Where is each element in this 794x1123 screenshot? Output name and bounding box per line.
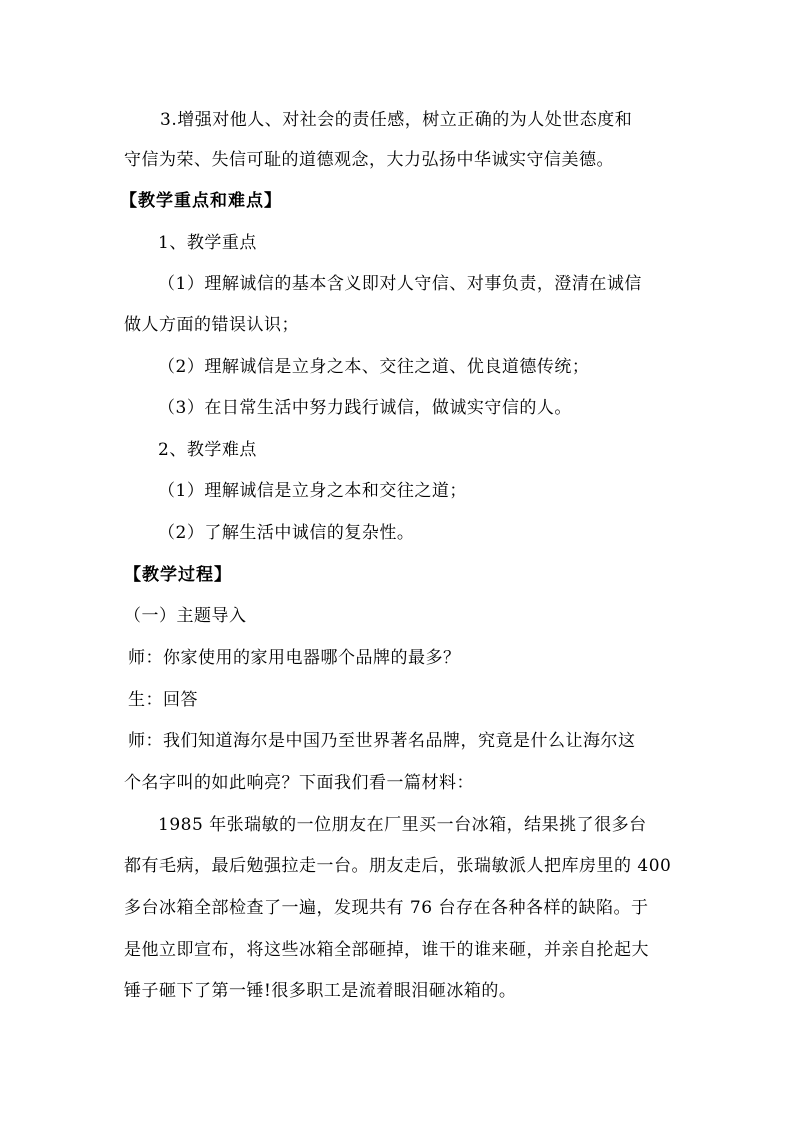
story-line-2: 都有毛病，最后勉强拉走一台。朋友走后，张瑞敏派人把库房里的 400	[124, 856, 672, 876]
story-line-5: 锤子砸下了第一锤!很多职工是流着眼泪砸冰箱的。	[124, 981, 517, 1001]
objective-3-line-2: 守信为荣、失信可耻的道德观念，大力弘扬中华诚实守信美德。	[124, 150, 614, 170]
objective-3-line-1: 3.增强对他人、对社会的责任感，树立正确的为人处世态度和	[160, 110, 633, 130]
story-line-4: 是他立即宣布，将这些冰箱全部砸掉，谁干的谁来砸，并亲自抡起大	[124, 940, 649, 960]
key-points-heading: 【教学重点和难点】	[120, 191, 282, 211]
focus-item-1-line-2: 做人方面的错误认识；	[124, 315, 299, 335]
focus-item-2: （2）理解诚信是立身之本、交往之道、优良道德传统；	[158, 357, 590, 377]
focus-item-1-line-1: （1）理解诚信的基本含义即对人守信、对事负责，澄清在诚信	[158, 274, 642, 294]
teacher-line-1: 师：我们知道海尔是中国乃至世界著名品牌，究竟是什么让海尔这	[128, 731, 636, 751]
process-heading: 【教学过程】	[124, 565, 232, 585]
teacher-line-2: 个名字叫的如此响亮？下面我们看一篇材料：	[124, 773, 474, 793]
teaching-difficulty-title: 2、教学难点	[158, 440, 257, 460]
story-line-1: 1985 年张瑞敏的一位朋友在厂里买一台冰箱，结果挑了很多台	[158, 815, 647, 835]
section-intro: （一）主题导入	[124, 606, 247, 626]
teaching-focus-title: 1、教学重点	[158, 233, 257, 253]
student-answer: 生：回答	[128, 690, 198, 710]
difficulty-item-2: （2）了解生活中诚信的复杂性。	[158, 523, 415, 543]
focus-item-3: （3）在日常生活中努力践行诚信，做诚实守信的人。	[158, 398, 572, 418]
difficulty-item-1: （1）理解诚信是立身之本和交往之道；	[158, 481, 467, 501]
teacher-question: 师：你家使用的家用电器哪个品牌的最多？	[128, 648, 461, 668]
story-line-3: 多台冰箱全部检查了一遍，发现共有 76 台存在各种各样的缺陷。于	[124, 898, 649, 918]
